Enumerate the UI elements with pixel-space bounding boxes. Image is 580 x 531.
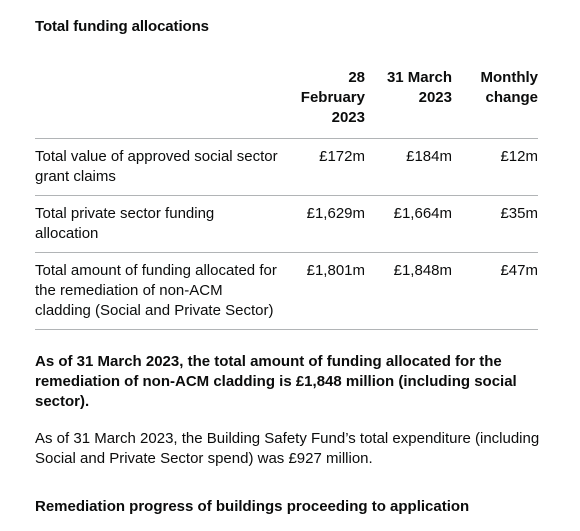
table-header-row xyxy=(35,68,538,139)
header-28-february-2023 xyxy=(280,68,365,139)
cell-march: £184m xyxy=(365,139,452,196)
header-31-march-2023 xyxy=(365,68,452,139)
cell-monthly-change: £12m xyxy=(452,139,538,196)
cell-february: £172m xyxy=(280,139,365,196)
cell-february: £1,629m xyxy=(280,196,365,253)
cell-march: £1,664m xyxy=(365,196,452,253)
expenditure-paragraph: As of 31 March 2023, the Building Safety Fund’s total expenditure (including Social and Private Sector spend) was £927 million. xyxy=(35,430,540,467)
summary-bold-paragraph: As of 31 March 2023, the total amount of funding allocated for the remediation of non-ACM cladding is £1,848 million (including social sector). xyxy=(35,353,517,410)
funding-allocations-table xyxy=(35,68,538,330)
header-line: February xyxy=(300,89,365,106)
row-label: Total private sector funding allocation xyxy=(35,196,280,253)
header-line: 31 March xyxy=(386,69,452,86)
header-line: Monthly xyxy=(480,69,538,86)
subsection-heading: Remediation progress of buildings proceeding to application xyxy=(35,498,470,515)
section-heading: Total funding allocations xyxy=(35,18,209,35)
header-line: 2023 xyxy=(418,89,452,106)
header-line: 28 xyxy=(348,69,365,86)
table-row xyxy=(35,253,538,330)
cell-february: £1,801m xyxy=(280,253,365,330)
table-row xyxy=(35,139,538,196)
cell-monthly-change: £47m xyxy=(452,253,538,330)
row-label: Total value of approved social sector grant claims xyxy=(35,139,280,196)
header-empty xyxy=(35,68,280,139)
row-label: Total amount of funding allocated for the remediation of non-ACM cladding (Social and Private Sector) xyxy=(35,253,280,330)
header-line: change xyxy=(485,89,538,106)
table-row xyxy=(35,196,538,253)
header-line: 2023 xyxy=(331,109,365,126)
header-monthly-change xyxy=(452,68,538,139)
cell-march: £1,848m xyxy=(365,253,452,330)
cell-monthly-change: £35m xyxy=(452,196,538,253)
